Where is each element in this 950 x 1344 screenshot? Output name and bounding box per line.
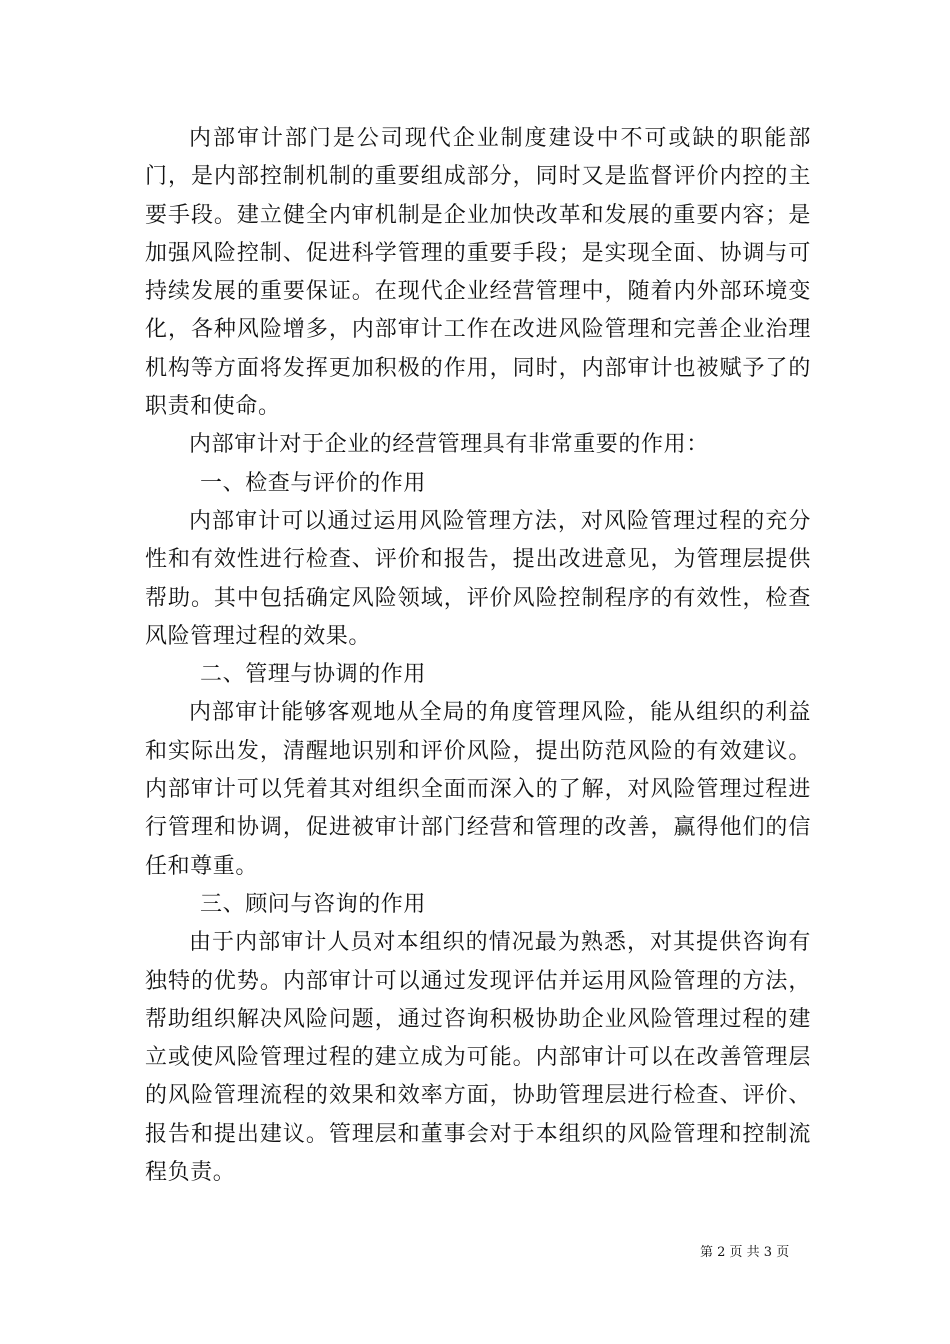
page-number-footer: 第 2 页 共 3 页 [700, 1245, 790, 1260]
section-heading-3: 三、顾问与咨询的作用 [200, 891, 427, 917]
paragraph-section-3: 由于内部审计人员对本组织的情况最为熟悉，对其提供咨询有独特的优势。内部审计可以通过发现评估并运用风险管理的方法，帮助组织解决风险问题，通过咨询积极协助企业风险管理过程的建立或使风险管理过程的建立成为可能。内部审计可以在改善管理层的风险管理流程的效果和效率方面，协助管理层进行检查、评价、报告和提出建议。管理层和董事会对于本组织的风险管理和控制流程负责。 [145, 930, 811, 1186]
section-heading-2: 二、管理与协调的作用 [200, 662, 427, 688]
document-body [145, 120, 811, 1192]
paragraph-section-2: 内部审计能够客观地从全局的角度管理风险，能从组织的利益和实际出发，清醒地识别和评价风险，提出防范风险的有效建议。内部审计可以凭着其对组织全面而深入的了解，对风险管理过程进行管理和协调，促进被审计部门经营和管理的改善，赢得他们的信任和尊重。 [145, 700, 811, 879]
paragraph-roles-intro: 内部审计对于企业的经营管理具有非常重要的作用： [189, 432, 709, 458]
section-heading-1: 一、检查与评价的作用 [200, 470, 427, 496]
paragraph-intro: 内部审计部门是公司现代企业制度建设中不可或缺的职能部门，是内部控制机制的重要组成部分，同时又是监督评价内控的主要手段。建立健全内审机制是企业加快改革和发展的重要内容；是加强风险控制、促进科学管理的重要手段；是实现全面、协调与可持续发展的重要保证。在现代企业经营管理中，随着内外部环境变化，各种风险增多，内部审计工作在改进风险管理和完善企业治理机构等方面将发挥更加积极的作用，同时，内部审计也被赋予了的职责和使命。 [145, 126, 811, 420]
paragraph-section-1: 内部审计可以通过运用风险管理方法，对风险管理过程的充分性和有效性进行检查、评价和报告，提出改进意见，为管理层提供帮助。其中包括确定风险领域，评价风险控制程序的有效性，检查风险管理过程的效果。 [145, 508, 811, 649]
